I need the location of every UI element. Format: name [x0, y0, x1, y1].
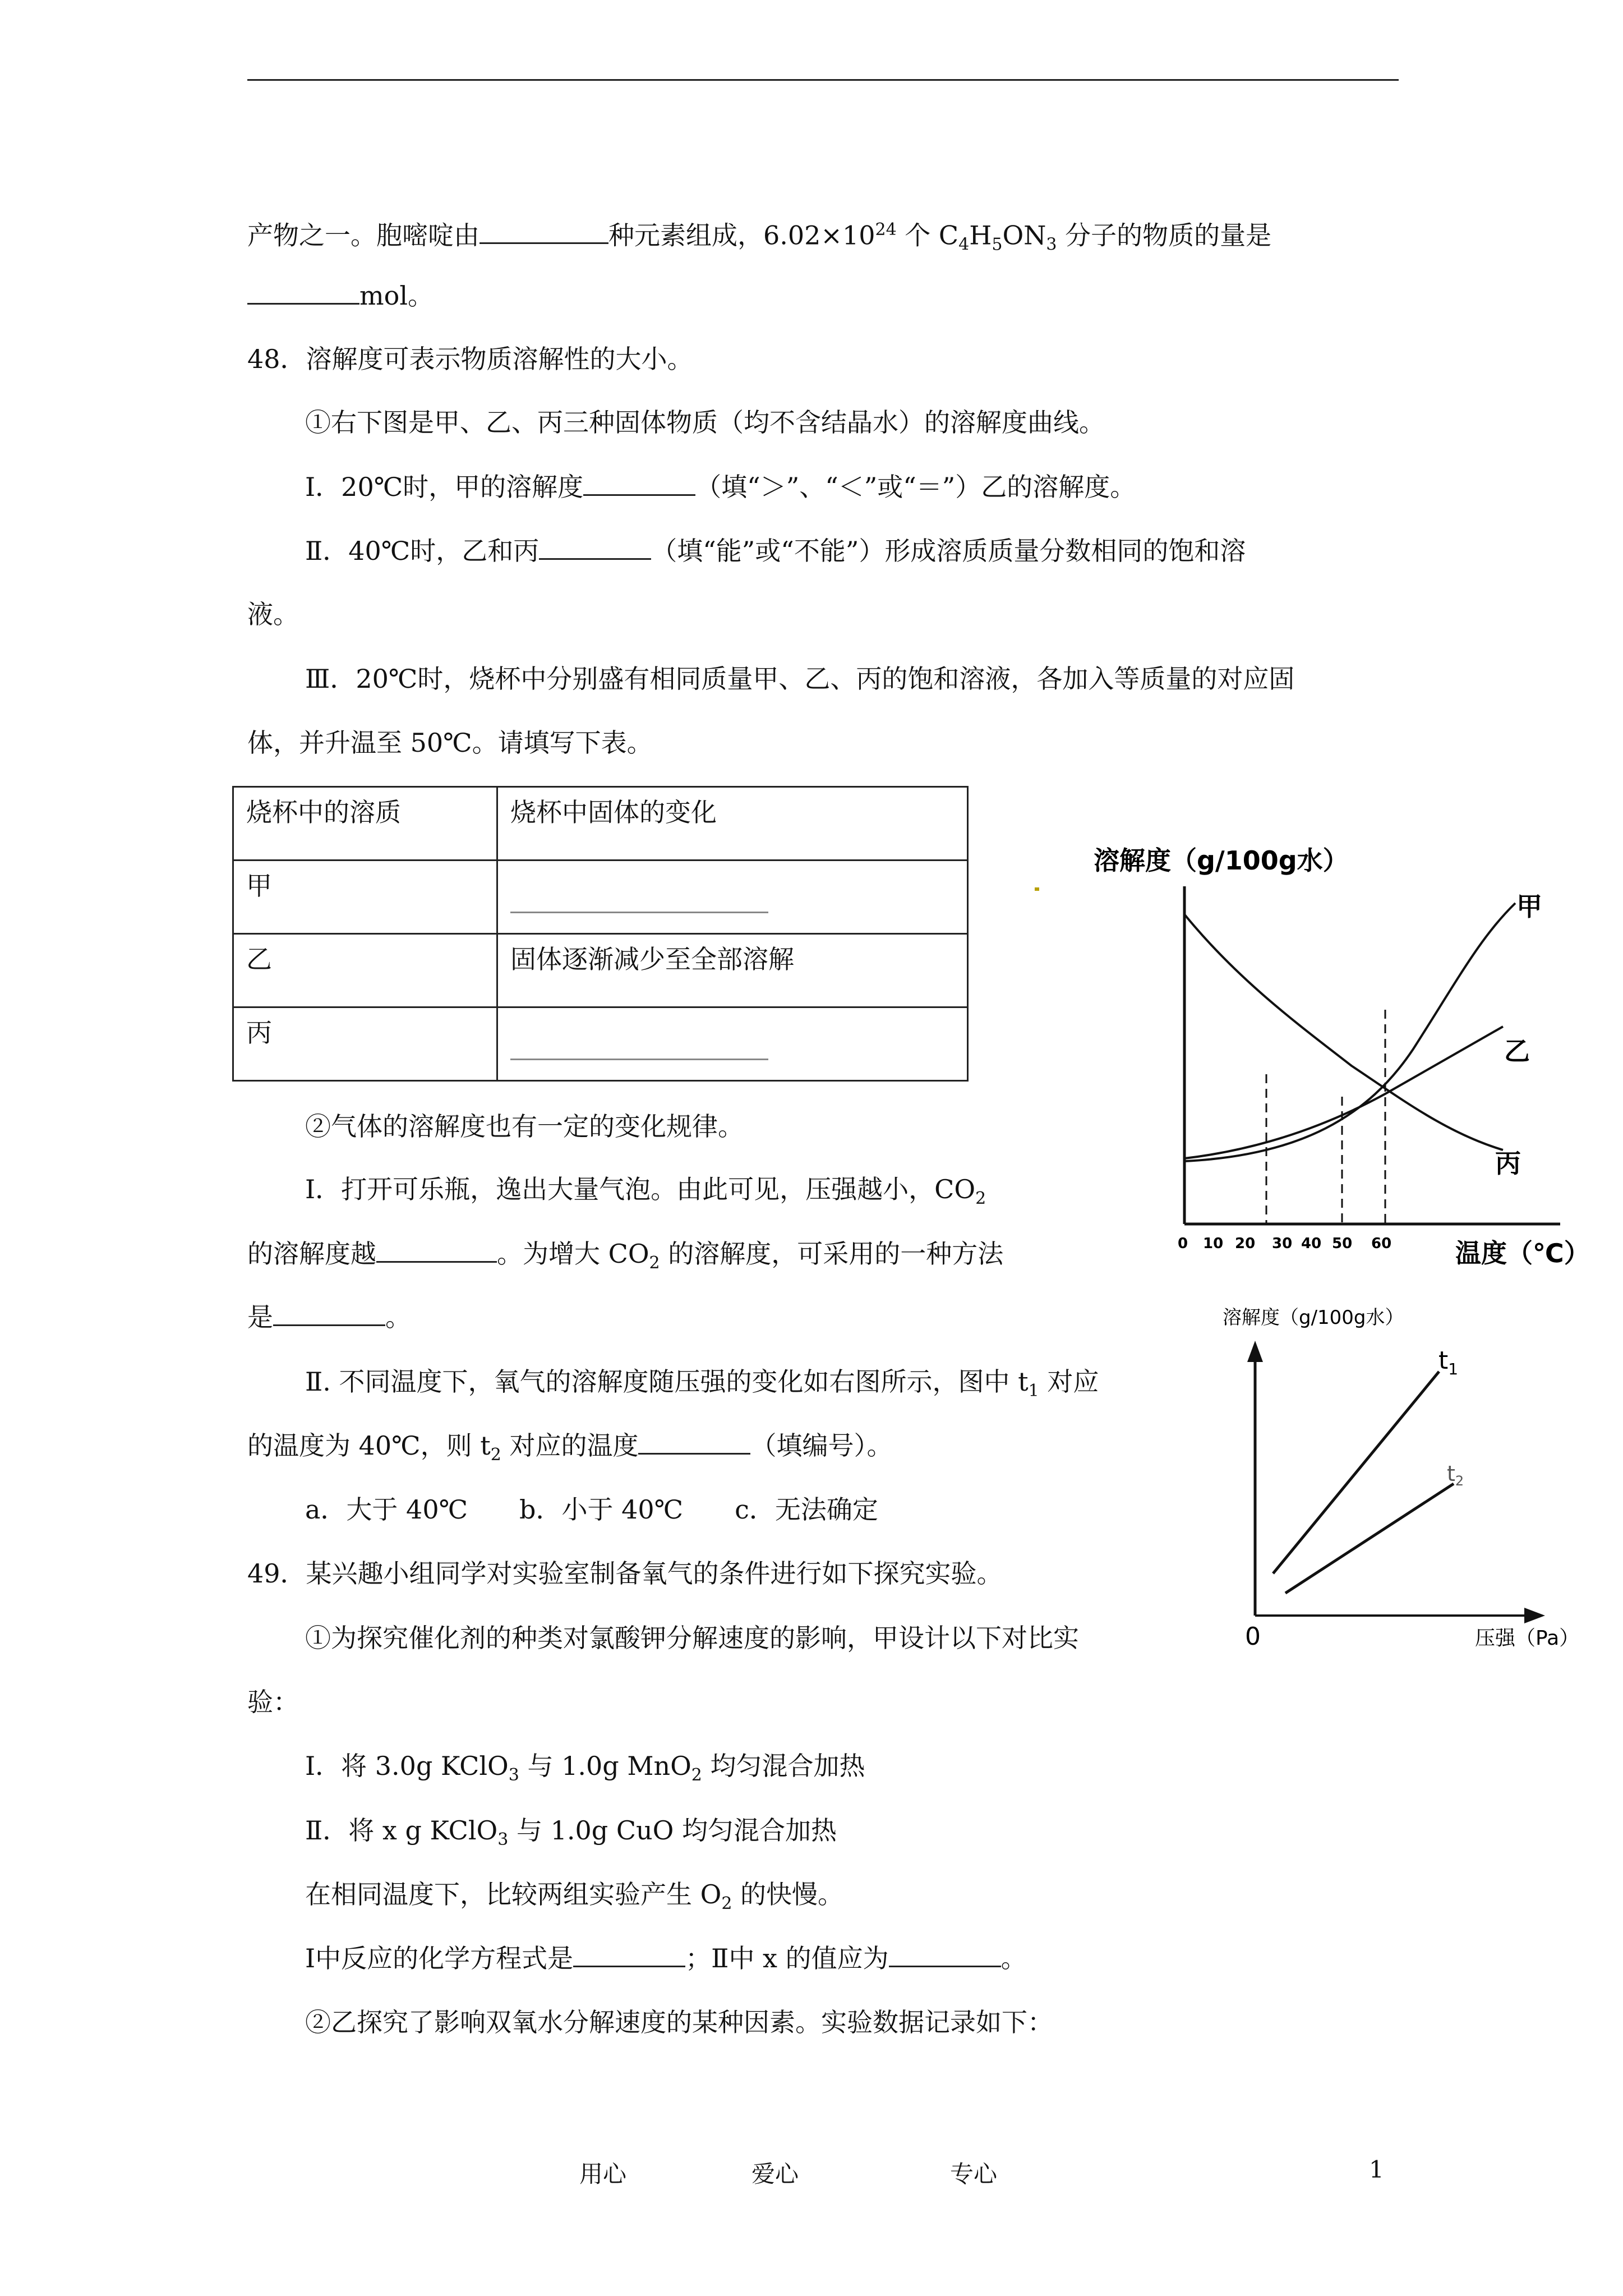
y-arrow-icon — [1247, 1341, 1263, 1362]
label-t2: $t_2$ — [1447, 1461, 1464, 1489]
q47-line1: 产物之一。胞嘧啶由 种元素组成，$6.02\times 10^{24}$ 个 $C_4H_5ON_3$ 分子的物质的量是 — [247, 220, 1272, 255]
chart1-ylabel: 溶解度（g/100g水） — [1094, 845, 1349, 876]
curve-yi — [1184, 1027, 1503, 1158]
table-cell: 甲 — [233, 861, 497, 934]
solute-table — [232, 786, 969, 1082]
curve-jia — [1184, 903, 1515, 1161]
q48-title: 48．溶解度可表示物质溶解性的大小。 — [247, 344, 693, 374]
table-header-solute: 烧杯中的溶质 — [233, 787, 497, 861]
tick-label: 30 — [1272, 1235, 1293, 1252]
answer-blank[interactable] — [479, 220, 608, 244]
table-row — [233, 1007, 968, 1081]
q48-part2: ②气体的溶解度也有一定的变化规律。 — [305, 1111, 744, 1142]
q49-title: 49．某兴趣小组同学对实验室制备氧气的条件进行如下探究实验。 — [247, 1558, 1003, 1589]
q48-iii-2: 体，并升温至 50℃。请填写下表。 — [247, 728, 653, 758]
q49-exp1: Ⅰ．将 3.0g KClO$_3$ 与 1.0g MnO$_2$ 均匀混合加热 — [305, 1751, 865, 1786]
footer-zhuanxin: 专心 — [950, 2160, 998, 2188]
answer-blank[interactable] — [889, 1943, 1001, 1967]
q49-exp2: Ⅱ．将 x g KClO$_3$ 与 1.0g CuO 均匀混合加热 — [305, 1815, 837, 1850]
answer-blank[interactable] — [583, 472, 695, 496]
chart2-origin: 0 — [1245, 1622, 1261, 1651]
tick-label: 10 — [1203, 1235, 1224, 1252]
label-jia: 甲 — [1516, 891, 1542, 922]
line-t2 — [1285, 1484, 1454, 1593]
tick-label: 40 — [1301, 1235, 1322, 1252]
chart2-xlabel: 压强（Pa） — [1475, 1627, 1580, 1650]
tick-label: 0 — [1178, 1235, 1188, 1252]
answer-blank[interactable] — [247, 280, 359, 305]
line-t1 — [1273, 1372, 1439, 1573]
tick-label: 50 — [1332, 1235, 1353, 1252]
solubility-pressure-chart — [1223, 1301, 1615, 1672]
q47-line2: mol。 — [247, 279, 434, 312]
solubility-temperature-chart — [1088, 836, 1610, 1285]
q48-options: a．大于 40℃ b．小于 40℃ c．无法确定 — [305, 1494, 878, 1525]
q48-gas-i-3: 是 。 — [247, 1302, 411, 1332]
q48-gas-i-1: Ⅰ．打开可乐瓶，逸出大量气泡。由此可见，压强越小，$CO_2$ — [305, 1174, 986, 1209]
q48-part1: ①右下图是甲、乙、丙三种固体物质（均不含结晶水）的溶解度曲线。 — [305, 407, 1105, 438]
table-cell — [497, 1007, 968, 1081]
q49-equation: Ⅰ中反应的化学方程式是 ；Ⅱ中 x 的值应为 。 — [305, 1943, 1027, 1973]
header-rule — [247, 79, 1399, 81]
q48-ii-cont: 液。 — [247, 599, 299, 629]
table-cell: 固体逐渐减少至全部溶解 — [497, 934, 968, 1007]
q49-part2: ②乙探究了影响双氧水分解速度的某种因素。实验数据记录如下： — [305, 2007, 1053, 2037]
q49-part1-2: 验： — [247, 1687, 299, 1717]
table-row — [233, 934, 968, 1007]
answer-blank[interactable] — [376, 1239, 497, 1263]
answer-blank[interactable] — [510, 894, 768, 913]
table-row — [233, 787, 968, 861]
stray-mark — [1035, 887, 1039, 891]
q48-i: Ⅰ．20℃时，甲的溶解度 （填“＞”、“＜”或“＝”）乙的溶解度。 — [305, 472, 1136, 502]
q48-gas-ii-2: 的温度为 40℃，则 $t_2$ 对应的温度 （填编号）。 — [247, 1430, 893, 1465]
tick-label: 20 — [1235, 1235, 1256, 1252]
q48-iii-1: Ⅲ．20℃时，烧杯中分别盛有相同质量甲、乙、丙的饱和溶液，各加入等质量的对应固 — [305, 664, 1295, 694]
answer-blank[interactable] — [638, 1430, 750, 1455]
table-cell — [497, 861, 968, 934]
tick-label: 60 — [1371, 1235, 1392, 1252]
chart1-xlabel: 温度（℃） — [1455, 1238, 1590, 1268]
answer-blank[interactable] — [539, 536, 651, 560]
table-row — [233, 861, 968, 934]
table-cell: 乙 — [233, 934, 497, 1007]
label-t1: $t_1$ — [1438, 1346, 1459, 1378]
answer-blank[interactable] — [273, 1302, 385, 1326]
chart2-ylabel: 溶解度（g/100g水） — [1223, 1306, 1404, 1329]
footer-aixin: 爱心 — [751, 2160, 799, 2188]
x-arrow-icon — [1524, 1608, 1545, 1623]
page-number: 1 — [1369, 2156, 1384, 2183]
q49-compare: 在相同温度下，比较两组实验产生 $O_2$ 的快慢。 — [305, 1879, 844, 1914]
q48-ii: Ⅱ．40℃时，乙和丙 （填“能”或“不能”）形成溶质质量分数相同的饱和溶 — [305, 536, 1246, 566]
label-bing: 丙 — [1495, 1148, 1521, 1179]
answer-blank[interactable] — [510, 1041, 768, 1060]
q48-gas-i-2: 的溶解度越 。为增大 $CO_2$ 的溶解度，可采用的一种方法 — [247, 1239, 1004, 1273]
q48-gas-ii-1: Ⅱ. 不同温度下，氧气的溶解度随压强的变化如右图所示，图中 $t_1$ 对应 — [305, 1366, 1099, 1401]
label-yi: 乙 — [1504, 1036, 1530, 1066]
q49-part1-1: ①为探究催化剂的种类对氯酸钾分解速度的影响，甲设计以下对比实 — [305, 1623, 1079, 1653]
footer-yongxin: 用心 — [579, 2160, 627, 2188]
table-header-change: 烧杯中固体的变化 — [497, 787, 968, 861]
table-cell: 丙 — [233, 1007, 497, 1081]
answer-blank[interactable] — [573, 1943, 685, 1967]
